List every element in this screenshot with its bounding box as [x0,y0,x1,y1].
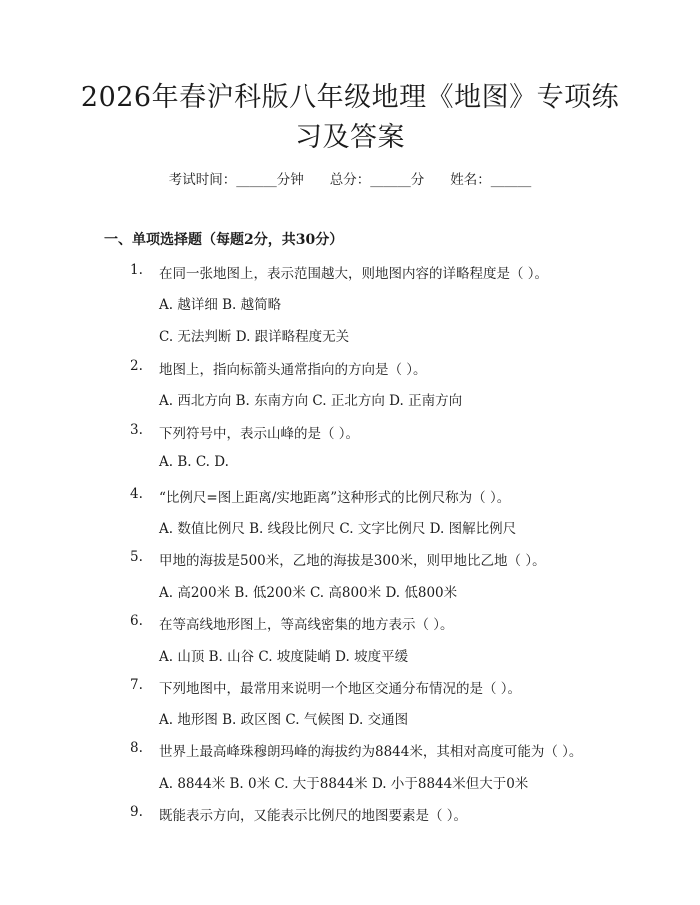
title-line-2: 习及答案 [295,122,405,153]
question-text: 甲地的海拔是500米，乙地的海拔是300米，则甲地比乙地（ ）。 [159,553,546,569]
question-5-options: A. 高200米 B. 低200米 C. 高800米 D. 低800米 [159,585,458,601]
section-heading: 一、单项选择题（每题2分，共30分） [104,232,344,248]
document-title [60,78,640,158]
question-text: 在等高线地形图上，等高线密集的地方表示（ ）。 [159,617,454,633]
question-text: 既能表示方向，又能表示比例尺的地图要素是（ ）。 [159,808,468,824]
question-text: 世界上最高峰珠穆朗玛峰的海拔约为8844米，其相对高度可能为（ ）。 [159,744,583,760]
question-number: 6. [130,613,143,629]
question-1-options-row-1: A. 越详细 B. 越简略 [159,297,282,313]
question-4-options: A. 数值比例尺 B. 线段比例尺 C. 文字比例尺 D. 图解比例尺 [159,521,517,537]
question-7-options: A. 地形图 B. 政区图 C. 气候图 D. 交通图 [159,712,409,728]
question-number: 5. [130,549,143,565]
question-number: 1. [130,262,143,278]
question-6-options: A. 山顶 B. 山谷 C. 坡度陡峭 D. 坡度平缓 [159,649,409,665]
question-text: 在同一张地图上，表示范围越大，则地图内容的详略程度是（ ）。 [159,266,549,282]
question-1-options-row-2: C. 无法判断 D. 跟详略程度无关 [159,329,350,345]
name-label: 姓名：______ [450,172,532,188]
question-text: 地图上，指向标箭头通常指向的方向是（ ）。 [159,362,427,378]
exam-meta [0,168,700,188]
question-8-options: A. 8844米 B. 0米 C. 大于8844米 D. 小于8844米但大于0米 [159,776,529,792]
question-number: 4. [130,486,143,502]
question-number: 7. [130,677,143,693]
question-3-options: A. B. C. D. [159,454,229,470]
question-text: “比例尺=图上距离/实地距离”这种形式的比例尺称为（ ）。 [159,490,511,506]
question-number: 2. [130,358,143,374]
total-score-label: 总分：______分 [329,172,425,188]
question-text: 下列地图中，最常用来说明一个地区交通分布情况的是（ ）。 [159,681,522,697]
exam-time-label: 考试时间：______分钟 [168,172,304,188]
question-number: 8. [130,740,143,756]
question-text: 下列符号中，表示山峰的是（ ）。 [159,426,360,442]
question-number: 9. [130,804,143,820]
title-line-1: 2026年春沪科版八年级地理《地图》专项练 [80,82,620,113]
question-2-options: A. 西北方向 B. 东南方向 C. 正北方向 D. 正南方向 [159,393,463,409]
question-number: 3. [130,422,143,438]
